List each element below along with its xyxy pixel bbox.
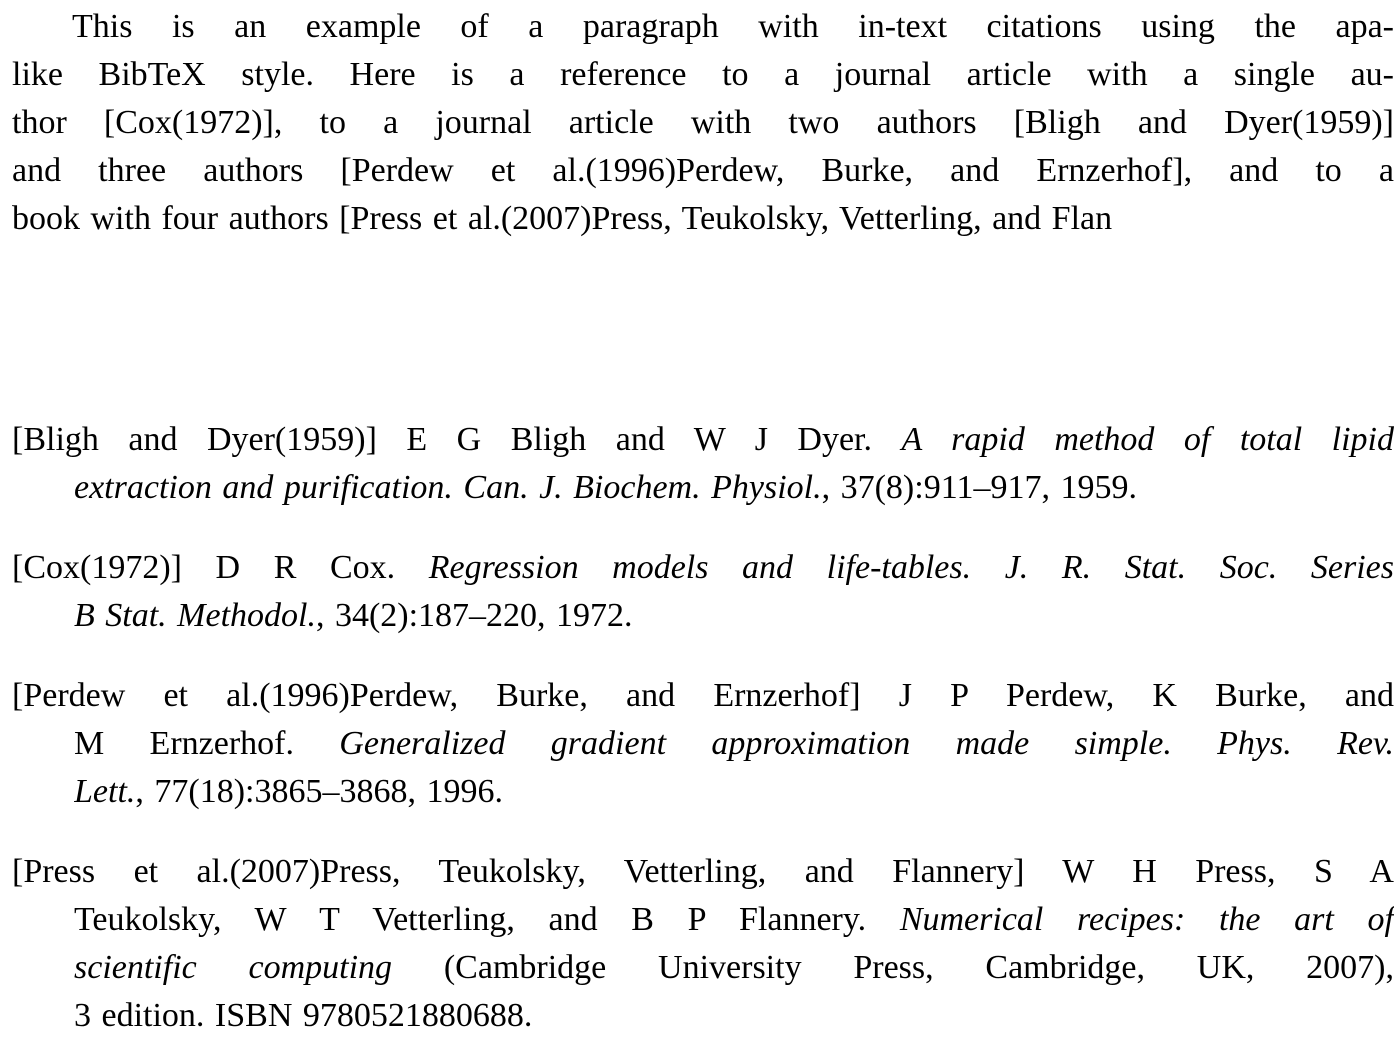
reference-line [12,416,1394,464]
reference-line [74,720,1394,768]
text: M Ernzerhof. [74,725,340,762]
text: and three authors [Perdew et al.(1996)Perdew, Burke, and Ernzerhof], and to a [12,152,1394,189]
reference-line [74,896,1394,944]
italic-text: Generalized gradient approximation made simple. Phys. Rev. [339,725,1394,762]
reference-line [12,848,1394,896]
reference-line [74,464,1394,512]
reference-line [74,944,1394,992]
text: (Cambridge University Press, Cambridge, UK, 2007), [392,949,1394,986]
italic-text: scientific computing [74,949,393,986]
italic-text: A rapid method of total lipid [901,421,1394,458]
reference-line [74,768,1394,816]
text: [Perdew et al.(1996)Perdew, Burke, and Ernzerhof] J P Perdew, K Burke, and [12,677,1394,714]
text: , 37(8):911–917, 1959. [821,469,1137,506]
reference-line [12,544,1394,592]
text: [Cox(1972)] D R Cox. [12,549,429,586]
paragraph-line [12,99,1394,147]
italic-text: Regression models and life-tables. J. R. Stat. Soc. Series [428,549,1394,586]
text: , 34(2):187–220, 1972. [315,597,633,634]
paragraph-line [12,195,1400,243]
text: [Press et al.(2007)Press, Teukolsky, Vetterling, and Flannery] W H Press, S A [12,853,1394,890]
text: book with four authors [Press et al.(2007)Press, Teukolsky, Vetterling, and Flan [12,200,1113,237]
paragraph-line [72,3,1394,51]
reference-line [74,592,1394,640]
text: thor [Cox(1972)], to a journal article with two authors [Bligh and Dyer(1959)] [12,104,1394,141]
text: like BibTeX style. Here is a reference to a journal article with a single au- [12,56,1394,93]
paragraph-line [12,147,1394,195]
reference-line [12,672,1394,720]
paragraph-line [12,51,1394,99]
italic-text: B Stat. Methodol. [74,597,316,634]
italic-text: extraction and purification. Can. J. Biochem. Physiol. [74,469,822,506]
reference-line [74,992,1394,1040]
text: [Bligh and Dyer(1959)] E G Bligh and W J Dyer. [12,421,902,458]
text: 3 edition. ISBN 9780521880688. [74,997,533,1034]
text: Teukolsky, W T Vetterling, and B P Flannery. [74,901,900,938]
text: This is an example of a paragraph with in-text citations using the apa- [72,8,1394,45]
text: , 77(18):3865–3868, 1996. [135,773,503,810]
italic-text: Lett. [74,773,136,810]
italic-text: Numerical recipes: the art of [899,901,1394,938]
